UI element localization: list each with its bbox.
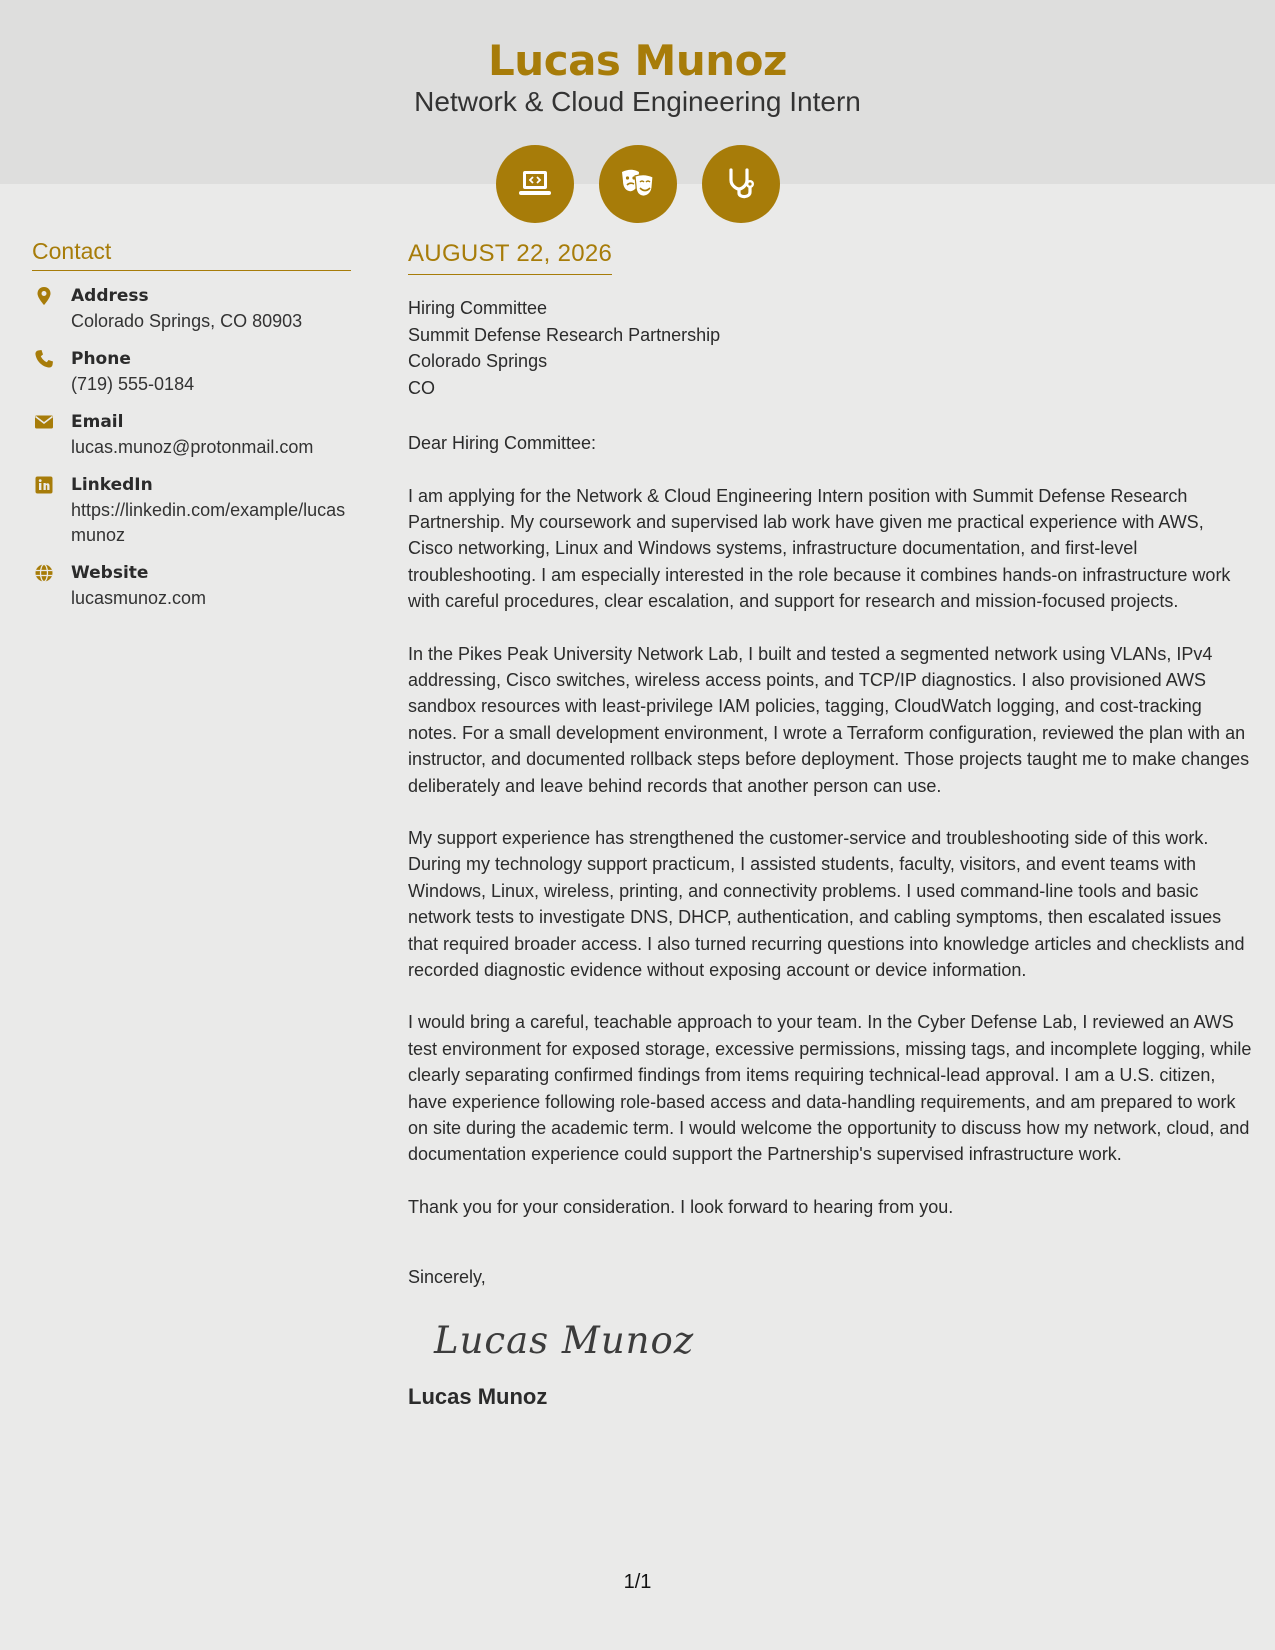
stethoscope-icon: [702, 145, 780, 223]
website-value[interactable]: lucasmunoz.com: [71, 588, 207, 608]
closing: Sincerely,: [408, 1267, 486, 1288]
contact-email: [32, 409, 351, 460]
signer-name: Lucas Munoz: [408, 1383, 548, 1409]
greeting: Dear Hiring Committee:: [408, 433, 597, 453]
contact-phone: [32, 346, 351, 397]
map-pin-icon: [34, 286, 54, 306]
address-label: Address: [71, 286, 149, 306]
phone-label: Phone: [71, 349, 131, 369]
contact-website: [32, 560, 351, 611]
recipient-line: Summit Defense Research Partnership: [408, 324, 721, 345]
applicant-name: Lucas Munoz: [488, 36, 787, 85]
paragraph: I am applying for the Network & Cloud Engineering Intern position with Summit Defense Research Partnership. My coursework and supervised lab work have given me practical experience with AWS, Cisco networking, Linux and Windows systems, infrastructure documentation, and first-level troubleshooting. I am especially interested in the role because it combines hands-on infrastructure work with careful procedures, clear escalation, and support for research and mission-focused projects.: [408, 485, 1231, 612]
paragraph: Thank you for your consideration. I look forward to hearing from you.: [408, 1196, 954, 1217]
paragraph: My support experience has strengthened the customer-service and troubleshooting side of this work. During my technology support practicum, I assisted students, faculty, visitors, and event teams with Windows, Linux, wireless, printing, and connectivity problems. I used command-line tools and basic network tests to investigate DNS, DHCP, authentication, and cabling symptoms, then escalated issues that required broader access. I also turned recurring questions into knowledge articles and checklists and recorded diagnostic evidence without exposing account or device information.: [408, 827, 1245, 980]
header-band: [0, 0, 1275, 184]
recipient-line: Hiring Committee: [408, 298, 548, 318]
envelope-icon: [34, 412, 54, 432]
theater-masks-icon: [599, 145, 677, 223]
contact-address: [32, 283, 351, 334]
linkedin-value[interactable]: https://linkedin.com/example/lucasmunoz: [71, 500, 346, 545]
interest-icons: [496, 145, 780, 223]
handwritten-signature: Lucas Munoz: [434, 1318, 695, 1362]
globe-icon: [34, 563, 54, 583]
recipient-line: CO: [408, 377, 435, 398]
linkedin-label: LinkedIn: [71, 475, 153, 495]
recipient-line: Colorado Springs: [408, 351, 548, 371]
recipient-block: [408, 295, 1253, 401]
letter-date: AUGUST 22, 2026: [408, 240, 612, 275]
contact-linkedin: [32, 472, 351, 548]
applicant-role: Network & Cloud Engineering Intern: [414, 86, 861, 117]
linkedin-icon: [34, 475, 54, 495]
letter-body: [408, 240, 1253, 1410]
email-label: Email: [71, 412, 124, 432]
phone-value: (719) 555-0184: [71, 374, 195, 394]
contact-heading: Contact: [32, 238, 351, 271]
phone-icon: [34, 349, 54, 369]
contact-sidebar: [32, 238, 351, 611]
email-value[interactable]: lucas.munoz@protonmail.com: [71, 437, 314, 457]
address-value: Colorado Springs, CO 80903: [71, 311, 303, 331]
laptop-code-icon: [496, 145, 574, 223]
paragraph: I would bring a careful, teachable approach to your team. In the Cyber Defense Lab, I reviewed an AWS test environment for exposed storage, excessive permissions, missing tags, and incomplete logging, while clearly separating confirmed findings from items requiring technical-lead approval. I am a U.S. citizen, have experience following role-based access and data-handling requirements, and am prepared to work on site during the academic term. I would welcome the opportunity to discuss how my network, cloud, and documentation experience could support the Partnership's supervised infrastructure work.: [408, 1012, 1252, 1165]
website-label: Website: [71, 563, 149, 583]
page-number: 1/1: [623, 1571, 652, 1593]
paragraph: In the Pikes Peak University Network Lab, I built and tested a segmented network using VLANs, IPv4 addressing, Cisco switches, wireless access points, and TCP/IP diagnostics. I also provisioned AWS sandbox resources with least-privilege IAM policies, tagging, CloudWatch logging, and cost-tracking notes. For a small development environment, I wrote a Terraform configuration, reviewed the plan with an instructor, and documented rollback steps before deployment. Those projects taught me to make changes deliberately and leave behind records that another person can use.: [408, 643, 1250, 796]
